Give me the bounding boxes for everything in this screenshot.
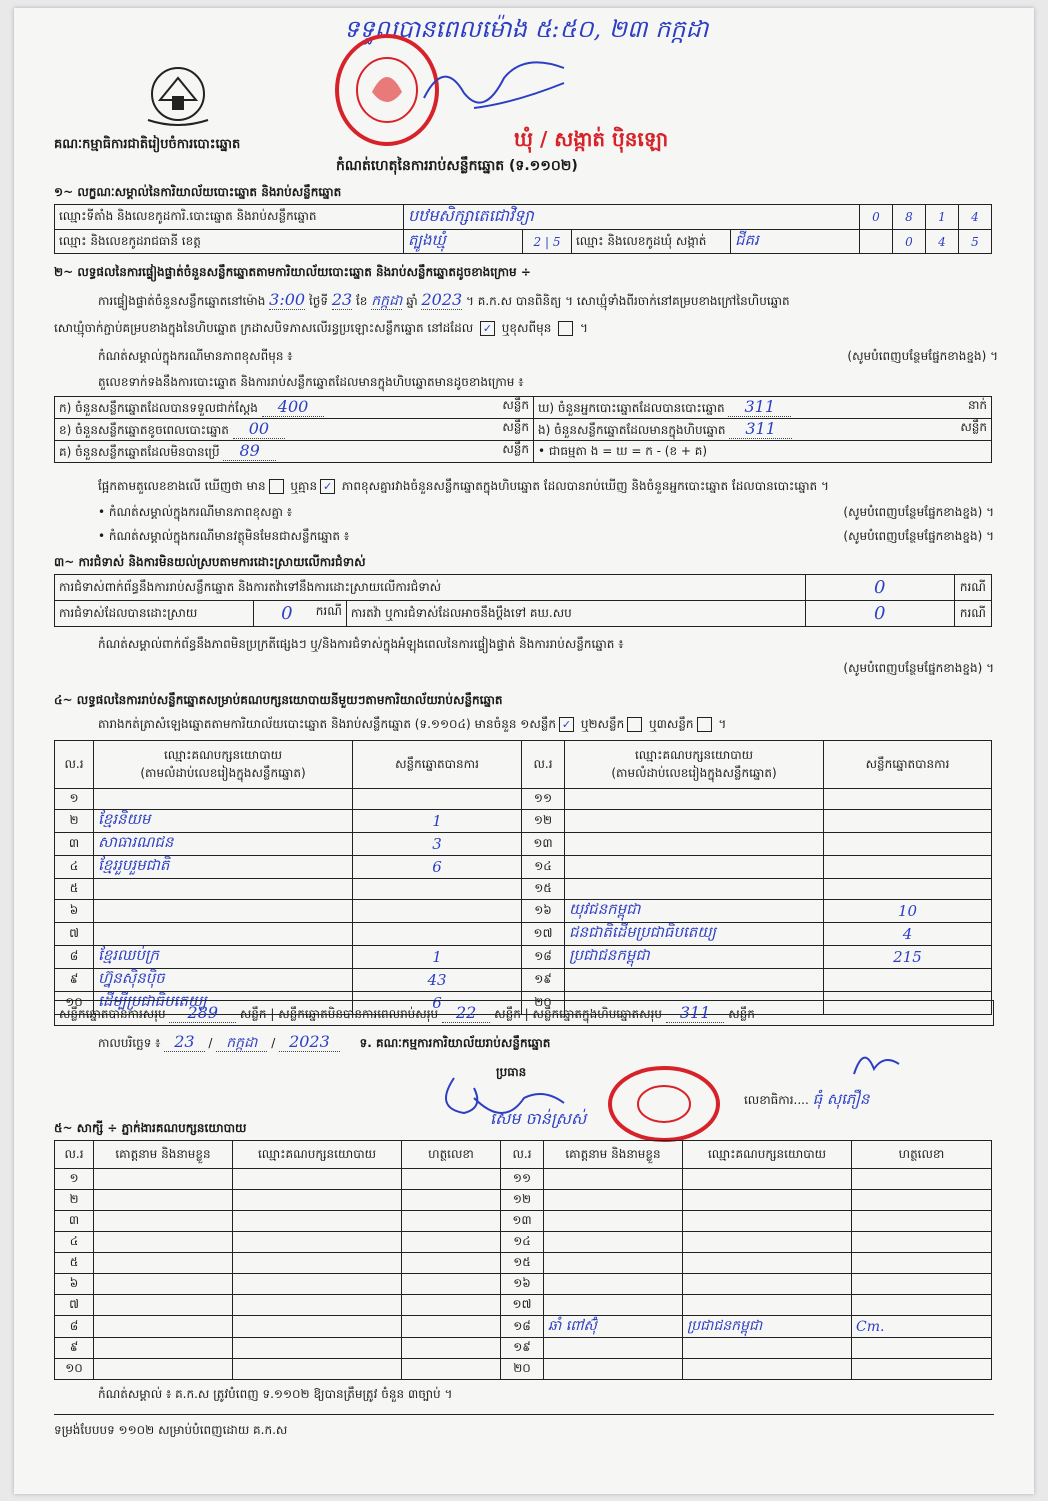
one-sheet-checkbox[interactable]: ✓ [559, 717, 574, 732]
witness-name [94, 1338, 233, 1359]
commune-code-digit: 5 [959, 230, 992, 254]
table-row [55, 789, 992, 810]
objections-table: ការជំទាស់ពាក់ព័ន្ធនឹងការរាប់សន្លឹកឆ្នោត និងការតវ៉ាទៅនឹងការដោះស្រាយលើការជំទាស់ 0 ករណី ការជំទាស់ដែលបានដោះស្រាយ 0 ករណី ការតវ៉ា ឬការជំទាស់ដែលអាចនឹងប្តឹងទៅ គឃ.សប 0 ករណី [54, 574, 992, 627]
irregularity-note: កំណត់សម្គាល់ពាក់ព័ន្ធនឹងភាពមិនប្រក្រតីផ្សេងៗ ឬ/និងការជំទាស់ក្នុងអំឡុងពេលនៃការផ្ទៀងផ្ទាត់ និងការរាប់សន្លឹកឆ្នោត ៖ [98, 637, 624, 651]
witness-name [544, 1169, 683, 1190]
row-number: ១២ [522, 810, 565, 833]
form-note: ទម្រង់បែបបទ ១១០២ សម្រាប់បំពេញដោយ គ.ក.ស [54, 1423, 288, 1437]
row-number: ៤ [55, 1232, 94, 1253]
row-number: ៧ [55, 1295, 94, 1316]
total-valid: 289 [169, 1003, 236, 1023]
handwritten-receipt-note: ទទួលបានពេលម៉ោង ៥:៥០, ២៣ កក្កដា [344, 15, 709, 43]
location-code-digit: 4 [959, 205, 992, 230]
witness-party [683, 1211, 852, 1232]
has-difference-checkbox[interactable] [269, 479, 284, 494]
row-number: ១៥ [522, 879, 565, 900]
chief-signature [414, 48, 574, 128]
table-row [55, 856, 992, 879]
objections-count: 0 [805, 575, 954, 601]
row-number: ១៤ [501, 1232, 544, 1253]
bullet-difference: • កំណត់សម្គាល់ក្នុងករណីមានភាពខុសគ្នា ៖ (សូមបំពេញបន្ថែមផ្នែកខាងខ្នង) ។ [98, 505, 994, 519]
row-number: ១ [55, 1169, 94, 1190]
section1-table [54, 204, 992, 254]
witness-signature [402, 1359, 501, 1380]
row-number: ៤ [55, 856, 94, 879]
committee-stamp-icon [602, 1064, 722, 1144]
party-name [565, 810, 824, 833]
table-row [55, 879, 992, 900]
verification-line: ការផ្ទៀងផ្ទាត់ចំនួនសន្លឹកឆ្នោតនៅម៉ោង 3:00 ថ្ងៃទី 23 ខែ កក្កដា ឆ្នាំ 2023 ។ គ.ក.ស បានពិនិត្យ ។ សោឃ្មុំទាំងពីរចាក់នៅគម្របខាងក្រៅនៃហិបឆ្នោត [98, 290, 790, 309]
row-number: ១៦ [501, 1274, 544, 1295]
row-number: ៩ [55, 969, 94, 992]
party-name [565, 856, 824, 879]
row-number: ៥ [55, 1253, 94, 1274]
witness-party [233, 1295, 402, 1316]
row-number: ១៨ [501, 1316, 544, 1338]
formula: • ជាធម្មតា ង = ឃ = ក - (ខ + គ) [534, 441, 992, 463]
year-value: 2023 [421, 290, 463, 309]
commune-value: ជីគរ [731, 230, 860, 254]
section4-heading: ៤~ លទ្ធផលនៃការរាប់សន្លឹកឆ្នោតសម្រាប់គណបក្សនយោបាយនីមួយៗតាមការិយាល័យរាប់សន្លឹកឆ្នោត [54, 693, 503, 707]
spoiled-ballots: 00 [233, 419, 285, 439]
chair-name: សេម ចាន់ស្រស់ [490, 1109, 587, 1128]
witness-name: ឆាំ ពៅស៊ុំ [544, 1316, 683, 1338]
party-votes: 43 [353, 969, 522, 992]
table-row [55, 1359, 992, 1380]
party-name: ហ្វ៊ុនស៊ិនប៉ិច [94, 969, 353, 992]
table-row [55, 1169, 992, 1190]
witness-signature [402, 1316, 501, 1338]
witness-name [544, 1338, 683, 1359]
witness-party [683, 1232, 852, 1253]
table-row [55, 1232, 992, 1253]
row-number: ៩ [55, 1338, 94, 1359]
witness-signature [402, 1232, 501, 1253]
party-votes: 10 [824, 900, 992, 923]
table-row [55, 1211, 992, 1232]
witness-signature [852, 1232, 992, 1253]
party-name: យុវជនកម្ពុជា [565, 900, 824, 923]
month-value: កក្កដា [371, 293, 403, 309]
witness-party [683, 1169, 852, 1190]
party-votes [824, 969, 992, 992]
table-row [55, 923, 992, 946]
table-row [55, 1338, 992, 1359]
table-row [55, 1316, 992, 1338]
party-votes [824, 856, 992, 879]
witness-signature [852, 1190, 992, 1211]
party-name [94, 789, 353, 810]
witness-signature [402, 1338, 501, 1359]
row-number: ១៨ [522, 946, 565, 969]
row-number: ៣ [55, 833, 94, 856]
witness-signature [402, 1169, 501, 1190]
location-label: ឈ្មោះទីតាំង និងលេខកូដការិ.បោះឆ្នោត និងរាប់សន្លឹកឆ្នោត [55, 205, 404, 230]
row-number: ៨ [55, 1316, 94, 1338]
row-number: ៥ [55, 879, 94, 900]
party-name: ខ្មែរឈប់ក្រ [94, 946, 353, 969]
row-number: ៦ [55, 900, 94, 923]
witness-signature: Cm. [852, 1316, 992, 1338]
witness-party: ប្រជាជនកម្ពុជា [683, 1316, 852, 1338]
row-number: ៧ [55, 923, 94, 946]
witness-signature [402, 1211, 501, 1232]
row-number: ១១ [501, 1169, 544, 1190]
form-title: កំណត់ហេតុនៃការរាប់សន្លឹកឆ្នោត (ទ.១១០២) [336, 158, 578, 174]
row-number: ១៩ [501, 1338, 544, 1359]
location-value: បឋមសិក្សាតេជោវិទ្យា [404, 205, 860, 230]
row-number: ១០ [55, 1359, 94, 1380]
table-row [55, 833, 992, 856]
witness-name [544, 1190, 683, 1211]
party-votes: 6 [353, 856, 522, 879]
secretary-signature [844, 1044, 904, 1084]
box-ballots: 311 [729, 419, 792, 439]
same-checkbox[interactable]: ✓ [480, 321, 495, 336]
witness-name [544, 1295, 683, 1316]
table-row [55, 900, 992, 923]
results-table: ល.រ ឈ្មោះគណបក្សនយោបាយ (តាមលំដាប់លេខរៀងក្នុងសន្លឹកឆ្នោត) សន្លឹកឆ្នោតបានការ ល.រ ឈ្មោះគណបក្សនយោបាយ (តាមលំដាប់លេខរៀងក្នុងសន្លឹកឆ្នោត) សន្លឹកឆ្នោតបានការ ១ ១១ ២ ខ្មែរនិយម 1 ១២ ៣ សាធារណជន 3 ១៣ ៤ ខ្មែររួបរួមជាតិ 6 ១៤ ៥ ១៥ ៦ ១៦ យុវជនកម្ពុជា 10 ៧ ១៧ ជនជាតិដើមប្រជាធិបតេយ្យ 4 ៨ ខ្មែរឈប់ក្រ 1 ១៨ ប្រជាជនកម្ពុជា 215 ៩ ហ្វ៊ុនស៊ិនប៉ិច 43 ១៩ ១០ ដើម្បីប្រជាធិបតេយ្យ 6 ២០ [54, 740, 992, 1015]
total-invalid: 22 [442, 1003, 490, 1023]
location-code-digit: 8 [893, 205, 926, 230]
row-number: ១៩ [522, 969, 565, 992]
resolved-count: 0 ករណី [254, 601, 347, 627]
witness-party [233, 1232, 402, 1253]
secretary: លេខាធិការ.... ធុំ សុភឿន [744, 1090, 870, 1108]
chair-label: ប្រធាន [496, 1065, 527, 1079]
table-row [55, 946, 992, 969]
witness-name [94, 1316, 233, 1338]
witness-name [544, 1232, 683, 1253]
witness-signature [852, 1253, 992, 1274]
day-value: 23 [331, 290, 353, 309]
row-number: ២០ [501, 1359, 544, 1380]
row-number: ១១ [522, 789, 565, 810]
witness-name [544, 1211, 683, 1232]
irregularity-fill-note: (សូមបំពេញបន្ថែមផ្នែកខាងខ្នង) ។ [843, 661, 994, 675]
row-number: ១០ [55, 992, 94, 1015]
different-checkbox[interactable] [558, 321, 573, 336]
party-name [94, 923, 353, 946]
total-box: 311 [666, 1003, 725, 1023]
witness-signature [402, 1253, 501, 1274]
row-number: ៨ [55, 946, 94, 969]
party-name: ខ្មែររួបរួមជាតិ [94, 856, 353, 879]
party-votes: 1 [353, 810, 522, 833]
witness-signature [852, 1211, 992, 1232]
witness-party [683, 1338, 852, 1359]
three-sheet-checkbox[interactable] [697, 717, 712, 732]
witness-party [233, 1359, 402, 1380]
footnote: កំណត់សម្គាល់ ៖ គ.ក.ស ត្រូវបំពេញ ទ.១១០២ ឱ្យបានត្រឹមត្រូវ ចំនួន ៣ច្បាប់ ។ [98, 1387, 453, 1401]
bullet-nonballot: • កំណត់សម្គាល់ក្នុងករណីមានវត្ថុមិនមែនជាសន្លឹកឆ្នោត ៖ (សូមបំពេញបន្ថែមផ្នែកខាងខ្នង) ។ [98, 529, 994, 543]
party-votes: 1 [353, 946, 522, 969]
party-votes [353, 900, 522, 923]
no-difference-checkbox[interactable]: ✓ [320, 479, 335, 494]
party-votes [824, 879, 992, 900]
divider [54, 1414, 994, 1415]
party-votes: 3 [353, 833, 522, 856]
witness-name [94, 1190, 233, 1211]
witness-name [544, 1274, 683, 1295]
time-value: 3:00 [269, 290, 306, 309]
row-number: ២ [55, 810, 94, 833]
witness-name [94, 1253, 233, 1274]
witness-party [233, 1253, 402, 1274]
sheet-count-line: តារាងកត់ត្រាសំឡេងឆ្នោតតាមការិយាល័យបោះឆ្នោត និងរាប់សន្លឹកឆ្នោត (ទ.១១០៤) មានចំនួន ១សន្លឹក ✓ ឬ២សន្លឹក ឬ៣សន្លឹក ។ [98, 717, 727, 731]
table-row [55, 969, 992, 992]
section1-heading: ១~ លក្ខណៈសម្គាល់នៃការិយាល័យបោះឆ្នោត និងរាប់សន្លឹកឆ្នោត [54, 185, 342, 199]
witness-party [233, 1190, 402, 1211]
row-number: ២០ [522, 992, 565, 1015]
commune-title: ឃុំ / សង្កាត់ បុិនឡោ [514, 127, 669, 151]
date-line: កាលបរិច្ឆេទ ៖ 23 / កក្កដា / 2023 ទ. គណៈកម្មការការិយាល័យរាប់សន្លឹកឆ្នោត [98, 1032, 551, 1051]
witness-party [233, 1169, 402, 1190]
witness-party [683, 1190, 852, 1211]
row-number: ២ [55, 1190, 94, 1211]
table-row [55, 1190, 992, 1211]
party-votes [353, 789, 522, 810]
party-votes [824, 810, 992, 833]
party-name [565, 833, 824, 856]
witness-signature [402, 1295, 501, 1316]
totals-row: សន្លឹកឆ្នោតបានការសរុប 289 សន្លឹក | សន្លឹកឆ្នោតមិនបានការពេលរាប់សរុប 22 សន្លឹក | សន្លឹកឆ្នោតក្នុងហិបឆ្នោតសរុប 311 សន្លឹក [54, 1000, 994, 1026]
witness-party [233, 1211, 402, 1232]
witness-table: ល.រ គោត្តនាម និងនាមខ្លួន ឈ្មោះគណបក្សនយោបាយ ហត្ថលេខា ល.រ គោត្តនាម និងនាមខ្លួន ឈ្មោះគណបក្សនយោបាយ ហត្ថលេខា ១ ១១ ២ ១២ ៣ ១៣ ៤ ១៤ ៥ ១៥ ៦ ១៦ ៧ ១៧ ៨ ១៨ ឆាំ ពៅស៊ុំ ប្រជាជនកម្ពុជា Cm. ៩ ១៩ ១០ ២០ [54, 1140, 992, 1380]
figures-intro: តួលេខទាក់ទងនឹងការបោះឆ្នោត និងការរាប់សន្លឹកឆ្នោតដែលមានក្នុងហិបឆ្នោតមានដូចខាងក្រោម ៖ [98, 375, 524, 389]
province-label: ឈ្មោះ និងលេខកូដរាជធានី ខេត្ត [55, 230, 404, 254]
unused-ballots: 89 [223, 441, 275, 461]
form-sheet [14, 8, 1034, 1494]
commune-code-digit: 4 [926, 230, 959, 254]
party-votes [353, 923, 522, 946]
row-number: ១២ [501, 1190, 544, 1211]
witness-name [544, 1359, 683, 1380]
witness-signature [852, 1338, 992, 1359]
difference-note-line: កំណត់សម្គាល់ក្នុងករណីមានភាពខុសពីមុន ៖ (សូមបំពេញបន្ថែមផ្នែកខាងខ្នង) ។ [98, 349, 998, 363]
party-name: ជនជាតិដើមប្រជាធិបតេយ្យ [565, 923, 824, 946]
section5-heading: ៥~ សាក្សី ÷ ភ្នាក់ងារគណបក្សនយោបាយ [54, 1121, 247, 1135]
party-votes [824, 789, 992, 810]
table-row [55, 810, 992, 833]
row-number: ១៧ [522, 923, 565, 946]
section3-heading: ៣~ ការជំទាស់ និងការមិនយល់ស្របតាមការដោះស្រាយលើការជំទាស់ [54, 555, 366, 569]
table-row [55, 1295, 992, 1316]
commune-label: ឈ្មោះ និងលេខកូដឃុំ សង្កាត់ [572, 230, 731, 254]
location-code-digit: 1 [926, 205, 959, 230]
witness-signature [402, 1190, 501, 1211]
table-row [55, 1274, 992, 1295]
witness-name [94, 1359, 233, 1380]
location-code-digit: 0 [860, 205, 893, 230]
witness-party [233, 1274, 402, 1295]
witness-party [683, 1295, 852, 1316]
party-votes [353, 879, 522, 900]
party-votes: 4 [824, 923, 992, 946]
witness-party [683, 1253, 852, 1274]
witness-signature [852, 1169, 992, 1190]
party-name: សាធារណជន [94, 833, 353, 856]
figures-table: ក) ចំនួនសន្លឹកឆ្នោតដែលបានទទួលជាក់ស្តែង 400 សន្លឹក ឃ) ចំនួនអ្នកបោះឆ្នោតដែលបានបោះឆ្នោត 311 នាក់ ខ) ចំនួនសន្លឹកឆ្នោតខូចពេលបោះឆ្នោត 00 សន្លឹក ង) ចំនួនសន្លឹកឆ្នោតដែលមានក្នុងហិបឆ្នោត 311 សន្លឹក គ) ចំនួនសន្លឹកឆ្នោតដែលមិនបានប្រើ 89 សន្លឹក • ជាធម្មតា ង = ឃ = ក - (ខ + គ) [54, 396, 992, 463]
row-number: ១ [55, 789, 94, 810]
witness-signature [852, 1295, 992, 1316]
witness-name [94, 1211, 233, 1232]
witness-name [94, 1232, 233, 1253]
party-name [94, 900, 353, 923]
party-name: ប្រជាជនកម្ពុជា [565, 946, 824, 969]
voters-count: 311 [728, 397, 791, 417]
witness-name [94, 1274, 233, 1295]
appeal-count: 0 [805, 601, 954, 627]
witness-name [94, 1295, 233, 1316]
witness-signature [852, 1274, 992, 1295]
party-name: ដើម្បីប្រជាធិបតេយ្យ [94, 992, 353, 1015]
seal-line: សោឃ្មុំចាក់ភ្ជាប់គម្របខាងក្នុងនៃហិបឆ្នោត ក្រដាសបិទភាសលើរន្ធប្រឡោះសន្លឹកឆ្នោត នៅដដែល ✓ ឬខុសពីមុន ។ [54, 321, 588, 335]
party-name: ខ្មែរនិយម [94, 810, 353, 833]
party-votes [824, 833, 992, 856]
province-code: 2 | 5 [523, 230, 572, 254]
commune-code-digit: 0 [893, 230, 926, 254]
discrepancy-line: ផ្អែកតាមតួលេខខាងលើ ឃើញថា មាន ឬគ្មាន ✓ ភាពខុសគ្នារវាងចំនួនសន្លឹកឆ្នោតក្នុងហិបឆ្នោត ដែលបានរាប់ឃើញ និងចំនួនអ្នកបោះឆ្នោត ដែលបានបោះឆ្នោត ។ [98, 479, 829, 493]
two-sheet-checkbox[interactable] [627, 717, 642, 732]
row-number: ១៦ [522, 900, 565, 923]
witness-signature [852, 1359, 992, 1380]
row-number: ៣ [55, 1211, 94, 1232]
emblem-icon [138, 60, 218, 130]
received-ballots: 400 [262, 397, 325, 417]
table-row [55, 1253, 992, 1274]
org-name: គណៈកម្មាធិការជាតិរៀបចំការបោះឆ្នោត [54, 137, 241, 152]
row-number: ១៧ [501, 1295, 544, 1316]
row-number: ១៤ [522, 856, 565, 879]
party-votes: 6 [353, 992, 522, 1015]
province-value: ត្បូងឃ្មុំ [404, 230, 523, 254]
party-name [565, 969, 824, 992]
row-number: ១៣ [501, 1211, 544, 1232]
witness-party [683, 1274, 852, 1295]
party-votes: 215 [824, 946, 992, 969]
witness-name [544, 1253, 683, 1274]
party-name [565, 879, 824, 900]
witness-name [94, 1169, 233, 1190]
row-number: ១៣ [522, 833, 565, 856]
row-number: ១៥ [501, 1253, 544, 1274]
section2-heading: ២~ លទ្ធផលនៃការផ្ទៀងផ្ទាត់ចំនួនសន្លឹកឆ្នោតតាមការិយាល័យបោះឆ្នោត និងរាប់សន្លឹកឆ្នោតដូចខាងក្រោម ÷ [54, 265, 531, 279]
row-number: ៦ [55, 1274, 94, 1295]
witness-party [233, 1316, 402, 1338]
party-name [565, 789, 824, 810]
witness-signature [402, 1274, 501, 1295]
witness-party [683, 1359, 852, 1380]
witness-party [233, 1338, 402, 1359]
party-name [94, 879, 353, 900]
